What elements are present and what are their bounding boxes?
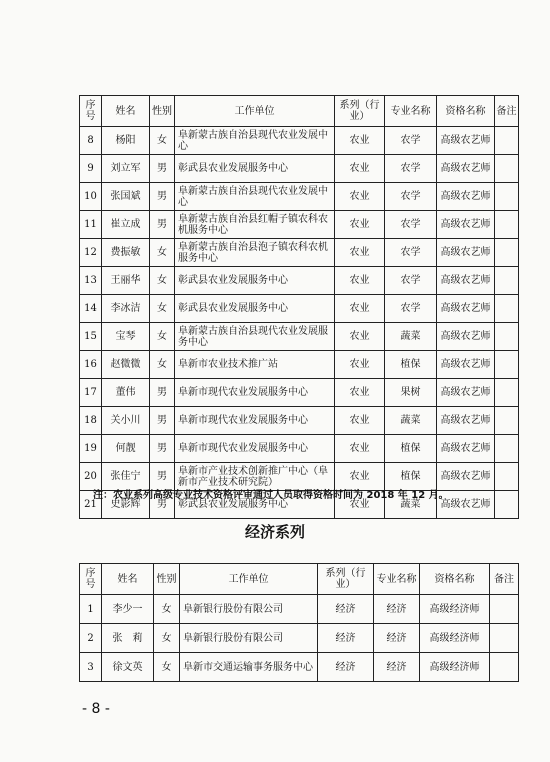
cell-major: 蔬菜 [385,491,437,519]
cell-remarks [490,595,519,624]
table-row [80,211,519,239]
cell-gender: 女 [150,239,175,267]
cell-work-unit: 阜新市农业技术推广站 [175,351,335,379]
header-qualification: 资格名称 [420,564,490,595]
section-title: 经济系列 [244,523,305,541]
cell-gender: 女 [150,295,175,323]
cell-name: 何靓 [102,435,150,463]
table-row [80,183,519,211]
cell-work-unit: 彰武县农业发展服务中心 [175,491,335,519]
cell-remarks [495,491,519,519]
cell-seq: 8 [80,127,102,155]
cell-gender: 男 [150,435,175,463]
cell-remarks [495,155,519,183]
cell-seq: 19 [80,435,102,463]
header-work-unit: 工作单位 [180,564,318,595]
cell-remarks [490,624,519,653]
page-number: - 8 - [82,701,110,717]
cell-name: 徐文英 [102,653,154,682]
agriculture-table [79,95,519,519]
table-header-row [80,96,519,127]
cell-gender: 女 [150,127,175,155]
cell-name: 李冰洁 [102,295,150,323]
cell-series: 农业 [335,379,385,407]
cell-series: 经济 [318,595,374,624]
cell-name: 宝琴 [102,323,150,351]
cell-gender: 男 [150,211,175,239]
cell-qualification: 高级农艺师 [437,351,495,379]
cell-seq: 10 [80,183,102,211]
cell-name: 李少一 [102,595,154,624]
cell-major: 农学 [385,267,437,295]
header-seq: 序号 [80,564,102,595]
cell-series: 农业 [335,407,385,435]
cell-series: 农业 [335,183,385,211]
cell-qualification: 高级农艺师 [437,435,495,463]
header-gender: 性别 [154,564,180,595]
table-row [80,155,519,183]
cell-gender: 女 [150,323,175,351]
header-work-unit: 工作单位 [175,96,335,127]
cell-remarks [495,323,519,351]
cell-name: 董伟 [102,379,150,407]
cell-gender: 男 [150,407,175,435]
cell-name: 张 莉 [102,624,154,653]
cell-qualification: 高级农艺师 [437,239,495,267]
header-name: 姓名 [102,564,154,595]
header-major: 专业名称 [374,564,420,595]
cell-gender: 女 [154,595,180,624]
cell-major: 蔬菜 [385,323,437,351]
cell-qualification: 高级农艺师 [437,155,495,183]
cell-work-unit: 阜新银行股份有限公司 [180,595,318,624]
cell-work-unit: 阜新蒙古族自治县红帽子镇农科农机服务中心 [175,211,335,239]
cell-series: 经济 [318,624,374,653]
cell-remarks [495,127,519,155]
cell-name: 刘立军 [102,155,150,183]
cell-work-unit: 阜新市现代农业发展服务中心 [175,435,335,463]
cell-work-unit: 阜新市现代农业发展服务中心 [175,379,335,407]
cell-remarks [495,267,519,295]
cell-major: 经济 [374,653,420,682]
cell-major: 果树 [385,379,437,407]
cell-work-unit: 阜新蒙古族自治县现代农业发展服务中心 [175,323,335,351]
cell-qualification: 高级农艺师 [437,267,495,295]
cell-qualification: 高级农艺师 [437,211,495,239]
header-qualification: 资格名称 [437,96,495,127]
header-series: 系列（行业） [335,96,385,127]
cell-gender: 男 [150,183,175,211]
cell-major: 经济 [374,595,420,624]
cell-remarks [495,295,519,323]
cell-seq: 21 [80,491,102,519]
cell-gender: 女 [150,267,175,295]
cell-seq: 9 [80,155,102,183]
cell-series: 农业 [335,211,385,239]
cell-qualification: 高级农艺师 [437,463,495,491]
cell-gender: 男 [150,155,175,183]
cell-seq: 14 [80,295,102,323]
cell-work-unit: 阜新市现代农业发展服务中心 [175,407,335,435]
cell-seq: 1 [80,595,102,624]
cell-name: 王丽华 [102,267,150,295]
cell-qualification: 高级农艺师 [437,379,495,407]
cell-qualification: 高级经济师 [420,653,490,682]
table-row [80,407,519,435]
table-row [80,351,519,379]
header-gender: 性别 [150,96,175,127]
header-remarks: 备注 [495,96,519,127]
cell-major: 农学 [385,127,437,155]
cell-gender: 女 [150,351,175,379]
cell-remarks [495,239,519,267]
table-header-row [80,564,519,595]
cell-work-unit: 阜新蒙古族自治县现代农业发展中心 [175,183,335,211]
cell-major: 植保 [385,463,437,491]
cell-qualification: 高级经济师 [420,595,490,624]
cell-gender: 男 [150,491,175,519]
cell-series: 农业 [335,239,385,267]
table-row [80,239,519,267]
cell-work-unit: 阜新市交通运输事务服务中心 [180,653,318,682]
cell-remarks [495,183,519,211]
header-seq: 序号 [80,96,102,127]
cell-series: 农业 [335,351,385,379]
table-row [80,653,519,682]
cell-series: 农业 [335,295,385,323]
cell-name: 张佳宁 [102,463,150,491]
cell-qualification: 高级经济师 [420,624,490,653]
table-row [80,624,519,653]
cell-seq: 2 [80,624,102,653]
cell-gender: 男 [150,463,175,491]
cell-work-unit: 阜新蒙古族自治县现代农业发展中心 [175,127,335,155]
cell-major: 植保 [385,435,437,463]
table-row [80,323,519,351]
cell-series: 农业 [335,267,385,295]
cell-name: 史影辉 [102,491,150,519]
cell-seq: 20 [80,463,102,491]
cell-series: 农业 [335,155,385,183]
table-row [80,127,519,155]
table-note: 注：农业系列高级专业技术资格评审通过人员取得资格时间为 2018 年 12 月。 [93,490,449,501]
cell-seq: 12 [80,239,102,267]
cell-qualification: 高级农艺师 [437,183,495,211]
cell-major: 植保 [385,351,437,379]
cell-work-unit: 彰武县农业发展服务中心 [175,267,335,295]
cell-major: 农学 [385,239,437,267]
cell-qualification: 高级农艺师 [437,407,495,435]
cell-name: 杨阳 [102,127,150,155]
cell-gender: 女 [154,653,180,682]
cell-work-unit: 彰武县农业发展服务中心 [175,295,335,323]
cell-remarks [495,435,519,463]
cell-major: 农学 [385,295,437,323]
table-row [80,595,519,624]
cell-name: 崔立成 [102,211,150,239]
cell-series: 农业 [335,127,385,155]
cell-name: 关小川 [102,407,150,435]
cell-series: 农业 [335,323,385,351]
cell-qualification: 高级农艺师 [437,295,495,323]
cell-series: 农业 [335,491,385,519]
cell-series: 农业 [335,435,385,463]
cell-major: 蔬菜 [385,407,437,435]
cell-series: 经济 [318,653,374,682]
table-row [80,295,519,323]
cell-name: 赵微微 [102,351,150,379]
cell-qualification: 高级农艺师 [437,127,495,155]
cell-major: 农学 [385,155,437,183]
cell-remarks [490,653,519,682]
table-row [80,379,519,407]
cell-series: 农业 [335,463,385,491]
cell-remarks [495,379,519,407]
cell-work-unit: 阜新蒙古族自治县泡子镇农科农机服务中心 [175,239,335,267]
cell-seq: 15 [80,323,102,351]
cell-qualification: 高级农艺师 [437,323,495,351]
header-series: 系列（行业） [318,564,374,595]
cell-seq: 11 [80,211,102,239]
header-major: 专业名称 [385,96,437,127]
header-remarks: 备注 [490,564,519,595]
cell-major: 农学 [385,211,437,239]
economics-table [79,563,519,682]
cell-work-unit: 阜新银行股份有限公司 [180,624,318,653]
cell-remarks [495,463,519,491]
cell-seq: 13 [80,267,102,295]
cell-seq: 18 [80,407,102,435]
cell-remarks [495,351,519,379]
cell-seq: 17 [80,379,102,407]
cell-name: 张国斌 [102,183,150,211]
cell-remarks [495,211,519,239]
table-row [80,435,519,463]
cell-major: 经济 [374,624,420,653]
cell-gender: 女 [154,624,180,653]
cell-remarks [495,407,519,435]
table-row [80,267,519,295]
cell-major: 农学 [385,183,437,211]
cell-work-unit: 彰武县农业发展服务中心 [175,155,335,183]
cell-gender: 男 [150,379,175,407]
header-name: 姓名 [102,96,150,127]
cell-qualification: 高级农艺师 [437,491,495,519]
cell-name: 费振敏 [102,239,150,267]
cell-seq: 16 [80,351,102,379]
cell-seq: 3 [80,653,102,682]
cell-work-unit: 阜新市产业技术创新推广中心（阜新市产业技术研究院） [175,463,335,491]
